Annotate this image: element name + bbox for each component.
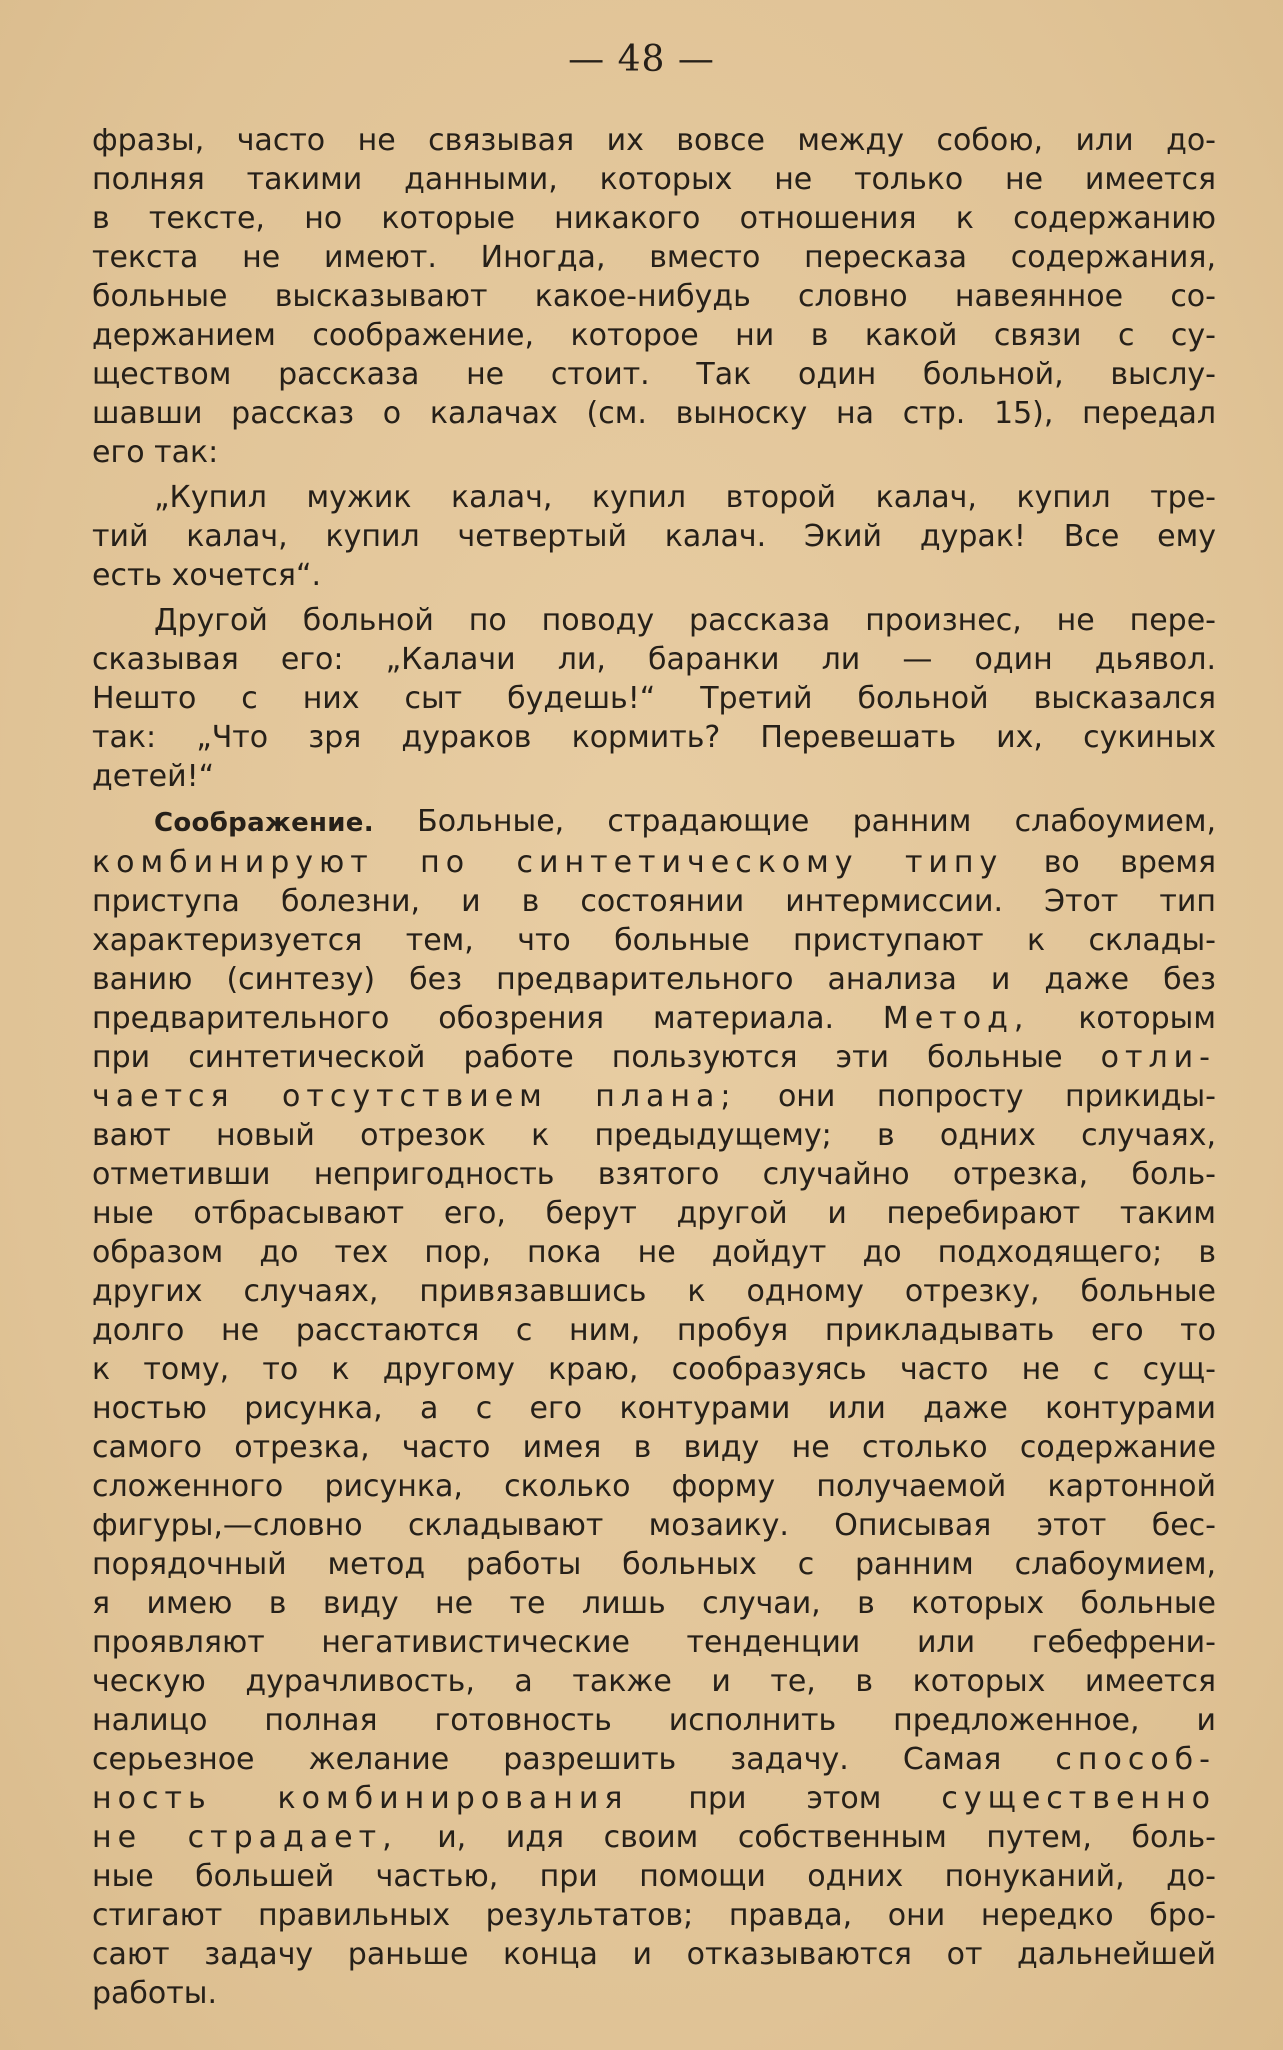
spaced-emphasis: существенно [941,1781,1216,1816]
paragraph-1 [92,121,1216,472]
text-line: сложенного рисунка, сколько форму получаемой картонной [92,1469,1216,1504]
text-fragment: Самая [902,1742,1002,1777]
text-line: тий калач, купил четвертый калач. Экий дурак! Все ему [92,519,1216,554]
spaced-emphasis: отли- [1100,1040,1216,1075]
paragraph-2 [92,601,1216,796]
text-line: Нешто с них сыт будешь!“ Третий больной высказался [92,681,1216,716]
text-line: ческую дурачливость, а также и те, в которых имеется [92,1664,1216,1699]
text-line: „Купил мужик калач, купил второй калач, купил тре- [154,480,1216,515]
text-line [92,1779,1216,1818]
spaced-emphasis: ность комбинирования [92,1781,629,1816]
text-line [92,1038,1216,1077]
text-line: ностью рисунка, а с его контурами или даже контурами [92,1391,1216,1426]
text-line: детей!“ [92,759,215,794]
text-line: работы. [92,1976,217,2011]
text-line: к тому, то к другому краю, сообразуясь часто не с сущ- [92,1352,1216,1387]
text-line: фигуры,—словно складывают мозаику. Описывая этот бес- [92,1508,1216,1543]
spaced-emphasis: способ- [1055,1742,1216,1777]
text-line: полняя такими данными, которых не только не имеется [92,162,1216,197]
text-line: сказывая его: „Калачи ли, баранки ли — один дьявол. [92,642,1216,677]
text-line [92,1077,1216,1116]
text-fragment: предварительного обозрения материала. [92,1001,834,1036]
text-line: фразы, часто не связывая их вовсе между собою, или до- [92,123,1216,158]
text-line: его так: [92,435,219,470]
text-line: проявляют негативистические тенденции или гебефрени- [92,1625,1216,1660]
text-line: есть хочется“. [92,558,322,593]
spaced-emphasis: чается отсутствием плана; [92,1079,737,1114]
text-line: текста не имеют. Иногда, вместо пересказа содержания, [92,240,1216,275]
paragraph-3 [92,802,1216,2013]
text-line: ные большей частью, при помощи одних понуканий, до- [92,1859,1216,1894]
text-line: Другой больной по поводу рассказа произнес, не пере- [154,603,1216,638]
text-fragment: они попросту прикиды- [777,1079,1216,1114]
text-line: так: „Что зря дураков кормить? Перевешать их, сукиных [92,720,1216,755]
text-fragment: во время [1043,845,1216,880]
page-body [92,121,1216,2013]
text-line: ществом рассказа не стоит. Так один больной, выслу- [92,357,1216,392]
text-line: ные отбрасывают его, берут другой и перебирают таким [92,1196,1216,1231]
text-line: других случаях, привязавшись к одному отрезку, больные [92,1274,1216,1309]
text-line [92,1818,1216,1857]
text-line [92,999,1216,1038]
text-line: держанием соображение, которое ни в какой связи с су- [92,318,1216,353]
section-term: Соображение. [154,808,374,838]
text-line [92,1740,1216,1779]
text-line: образом до тех пор, пока не дойдут до подходящего; в [92,1235,1216,1270]
text-line [92,843,1216,882]
spaced-emphasis: не страдает, [92,1820,398,1855]
text-fragment: при синтетической работе пользуются эти больные [92,1040,1063,1075]
text-line: порядочный метод работы больных с ранним слабоумием, [92,1547,1216,1582]
page-number: — 48 — [568,39,715,80]
text-line: больные высказывают какое-нибудь словно навеянное со- [92,279,1216,314]
text-fragment: которым [1078,1001,1216,1036]
text-line: в тексте, но которые никакого отношения к содержанию [92,201,1216,236]
text-line: долго не расстаются с ним, пробуя прикладывать его то [92,1313,1216,1348]
text-fragment: и, идя своим собственным путем, боль- [437,1820,1216,1855]
text-line: стигают правильных результатов; правда, они нередко бро- [92,1898,1216,1933]
text-line: сают задачу раньше конца и отказываются от дальнейшей [92,1937,1216,1972]
text-line: приступа болезни, и в состоянии интермиссии. Этот тип [92,884,1216,919]
quote-paragraph-1 [92,478,1216,595]
text-line: самого отрезка, часто имея в виду не столько содержание [92,1430,1216,1465]
text-line: налицо полная готовность исполнить предложенное, и [92,1703,1216,1738]
text-line: характеризуется тем, что больные приступают к склады- [92,923,1216,958]
text-line: шавши рассказ о калачах (см. выноску на стр. 15), передал [92,396,1216,431]
text-line [92,802,1216,843]
text-fragment: при этом [688,1781,882,1816]
spaced-emphasis: Метод, [882,1001,1030,1036]
text-fragment: Больные, страдающие ранним слабоумием, [417,804,1216,839]
text-line: вают новый отрезок к предыдущему; в одних случаях, [92,1118,1216,1153]
spaced-emphasis: комбинируют по синтетическому типу [92,845,1004,880]
text-fragment: серьезное желание разрешить задачу. [92,1742,849,1777]
text-line: ванию (синтезу) без предварительного анализа и даже без [92,962,1216,997]
text-line: я имею в виду не те лишь случаи, в которых больные [92,1586,1216,1621]
text-line: отметивши непригодность взятого случайно отрезка, боль- [92,1157,1216,1192]
